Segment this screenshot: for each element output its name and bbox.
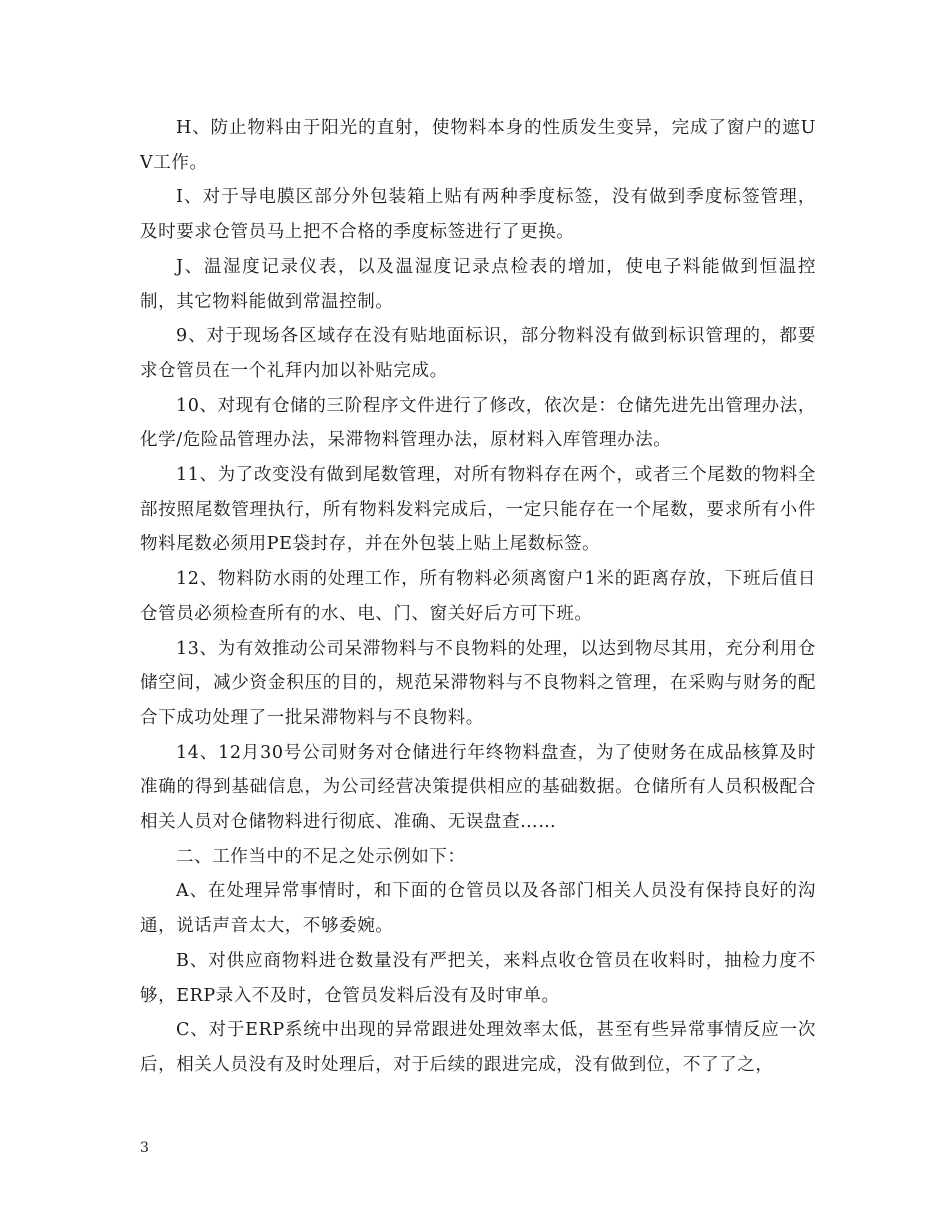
- paragraph-b-supplier-control: B、对供应商物料进仓数量没有严把关，来料点收仓管员在收料时，抽检力度不够，ERP录入不及时，仓管员发料后没有及时审单。: [140, 950, 816, 1006]
- paragraph-13-obsolete-material: 13、为有效推动公司呆滞物料与不良物料的处理，以达到物尽其用，充分利用仓储空间，减少资金积压的目的，规范呆滞物料与不良物料之管理，在采购与财务的配合下成功处理了一批呆滞物料与不良物料。: [140, 638, 816, 728]
- paragraph-12-rain-protection: 12、物料防水雨的处理工作，所有物料必须离窗户1米的距离存放，下班后值日仓管员必须检查所有的水、电、门、窗关好后方可下班。: [140, 569, 816, 624]
- document-body: [140, 111, 816, 1083]
- paragraph-9-floor-marking: 9、对于现场各区域存在没有贴地面标识，部分物料没有做到标识管理的，都要求仓管员在一个礼拜内加以补贴完成。: [140, 326, 816, 381]
- section-heading-shortcomings: 二、工作当中的不足之处示例如下：: [176, 846, 466, 867]
- paragraph-10-procedure-revision: 10、对现有仓储的三阶程序文件进行了修改，依次是：仓储先进先出管理办法，化学/危险品管理办法，呆滞物料管理办法，原材料入库管理办法。: [140, 395, 816, 451]
- paragraph-c-erp-followup: C、对于ERP系统中出现的异常跟进处理效率太低，甚至有些异常事情反应一次后，相关人员没有及时处理后，对于后续的跟进完成，没有做到位，不了了之，: [140, 1020, 816, 1075]
- paragraph-14-year-end-inventory: 14、12月30号公司财务对仓储进行年终物料盘查，为了使财务在成品核算及时准确的得到基础信息，为公司经营决策提供相应的基础数据。仓储所有人员积极配合相关人员对仓储物料进行彻底、准确、无误盘查……: [140, 742, 816, 833]
- page-number: 3: [140, 1140, 149, 1156]
- paragraph-a-communication: A、在处理异常事情时，和下面的仓管员以及各部门相关人员没有保持良好的沟通，说话声音太大，不够委婉。: [140, 881, 816, 937]
- paragraph-11-remainder-management: 11、为了改变没有做到尾数管理，对所有物料存在两个，或者三个尾数的物料全部按照尾数管理执行，所有物料发料完成后，一定只能存在一个尾数，要求所有小件物料尾数必须用PE袋封存，并在外包装上贴上尾数标签。: [140, 465, 816, 555]
- paragraph-j-humidity-recorder: J、温湿度记录仪表，以及温湿度记录点检表的增加，使电子料能做到恒温控制，其它物料能做到常温控制。: [140, 256, 816, 312]
- paragraph-h-uv-protection: H、防止物料由于阳光的直射，使物料本身的性质发生变异，完成了窗户的遮UV工作。: [140, 118, 816, 173]
- paragraph-i-season-labels: I、对于导电膜区部分外包装箱上贴有两种季度标签，没有做到季度标签管理，及时要求仓管员马上把不合格的季度标签进行了更换。: [140, 187, 816, 243]
